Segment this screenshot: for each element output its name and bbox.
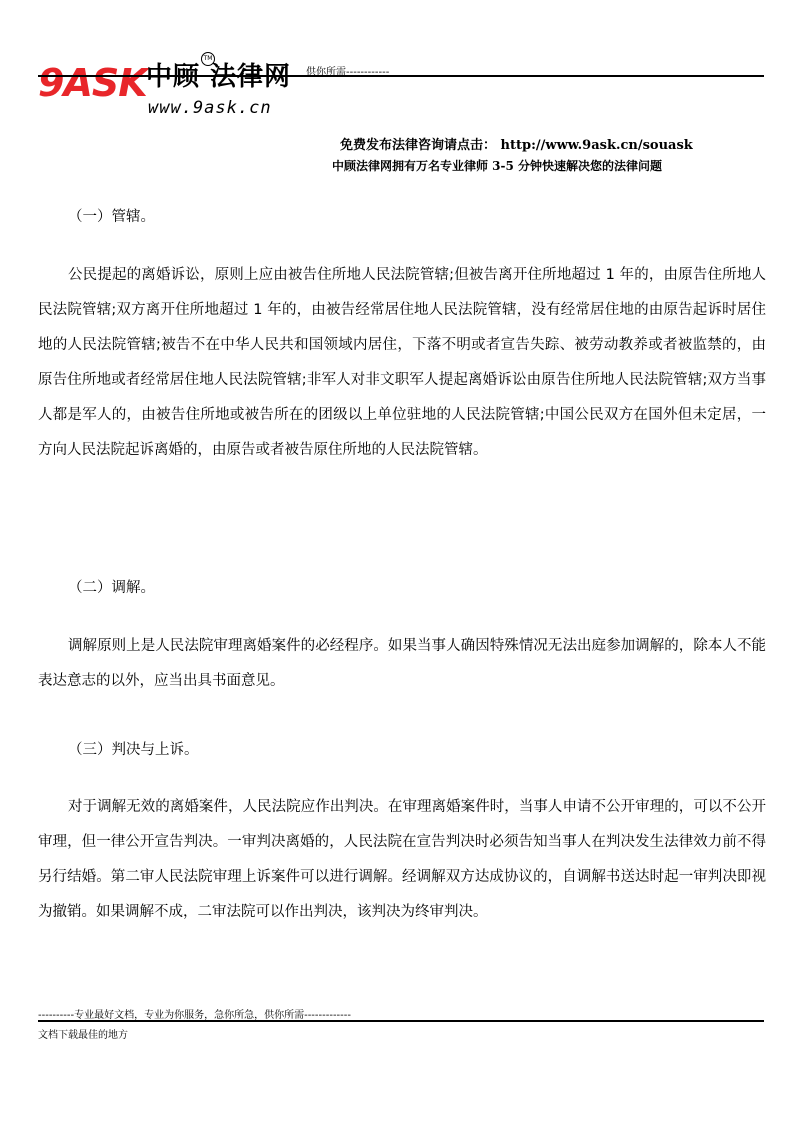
- logo-url: www.9ask.cn: [148, 98, 272, 118]
- section-heading-judgment: （三）判决与上诉。: [68, 742, 199, 758]
- section-paragraph-mediation: 调解原则上是人民法院审理离婚案件的必经程序。如果当事人确因特殊情况无法出庭参加调解的，除本人不能表达意志的以外，应当出具书面意见。: [38, 638, 766, 689]
- trademark-icon: TM: [201, 52, 215, 66]
- section-heading-jurisdiction: （一）管辖。: [68, 209, 155, 225]
- site-logo[interactable]: [38, 52, 308, 122]
- promo-link-line[interactable]: 免费发布法律咨询请点击： http://www.9ask.cn/souask: [340, 138, 693, 153]
- footer-divider: [38, 1020, 764, 1022]
- section-paragraph-judgment: 对于调解无效的离婚案件，人民法院应作出判决。在审理离婚案件时，当事人申请不公开审理的，可以不公开审理，但一律公开宣告判决。一审判决离婚的，人民法院在宣告判决时必须告知当事人在判决发生法律效力前不得另行结婚。第二审人民法院审理上诉案件可以进行调解。经调解双方达成协议的，自调解书送达时起一审判决即视为撤销。如果调解不成，二审法院可以作出判决，该判决为终审判决。: [38, 799, 766, 920]
- footer-tagline: ----------专业最好文档，专业为你服务，急你所急，供你所需-------------: [38, 1010, 351, 1021]
- header-divider: [38, 75, 764, 77]
- logo-brand-chinese: 中顾 法律网: [146, 62, 292, 92]
- section-heading-mediation: （二）调解。: [68, 580, 155, 596]
- section-paragraph-jurisdiction: 公民提起的离婚诉讼，原则上应由被告住所地人民法院管辖;但被告离开住所地超过 1 年的，由原告住所地人民法院管辖;双方离开住所地超过 1 年的，由被告经常居住地人民法院管辖，没有经常居住地的由原告起诉时居住地的人民法院管辖;被告不在中华人民共和国领域内居住，下落不明或者宣告失踪、被劳动教养或者被监禁的，由原告住所地或者经常居住地人民法院管辖;非军人对非文职军人提起离婚诉讼由原告住所地人民法院管辖;双方当事人都是军人的，由被告住所地或被告所在的团级以上单位驻地的人民法院管辖;中国公民双方在国外但未定居，一方向人民法院起诉离婚的，由原告或者被告原住所地的人民法院管辖。: [38, 267, 766, 458]
- footer-note: 文档下载最佳的地方: [38, 1030, 128, 1041]
- promo-subtitle: 中顾法律网拥有万名专业律师 3-5 分钟快速解决您的法律问题: [332, 159, 663, 173]
- header-tagline: 供你所需------------: [306, 67, 390, 78]
- logo-brand-latin: 9ASK: [38, 61, 147, 105]
